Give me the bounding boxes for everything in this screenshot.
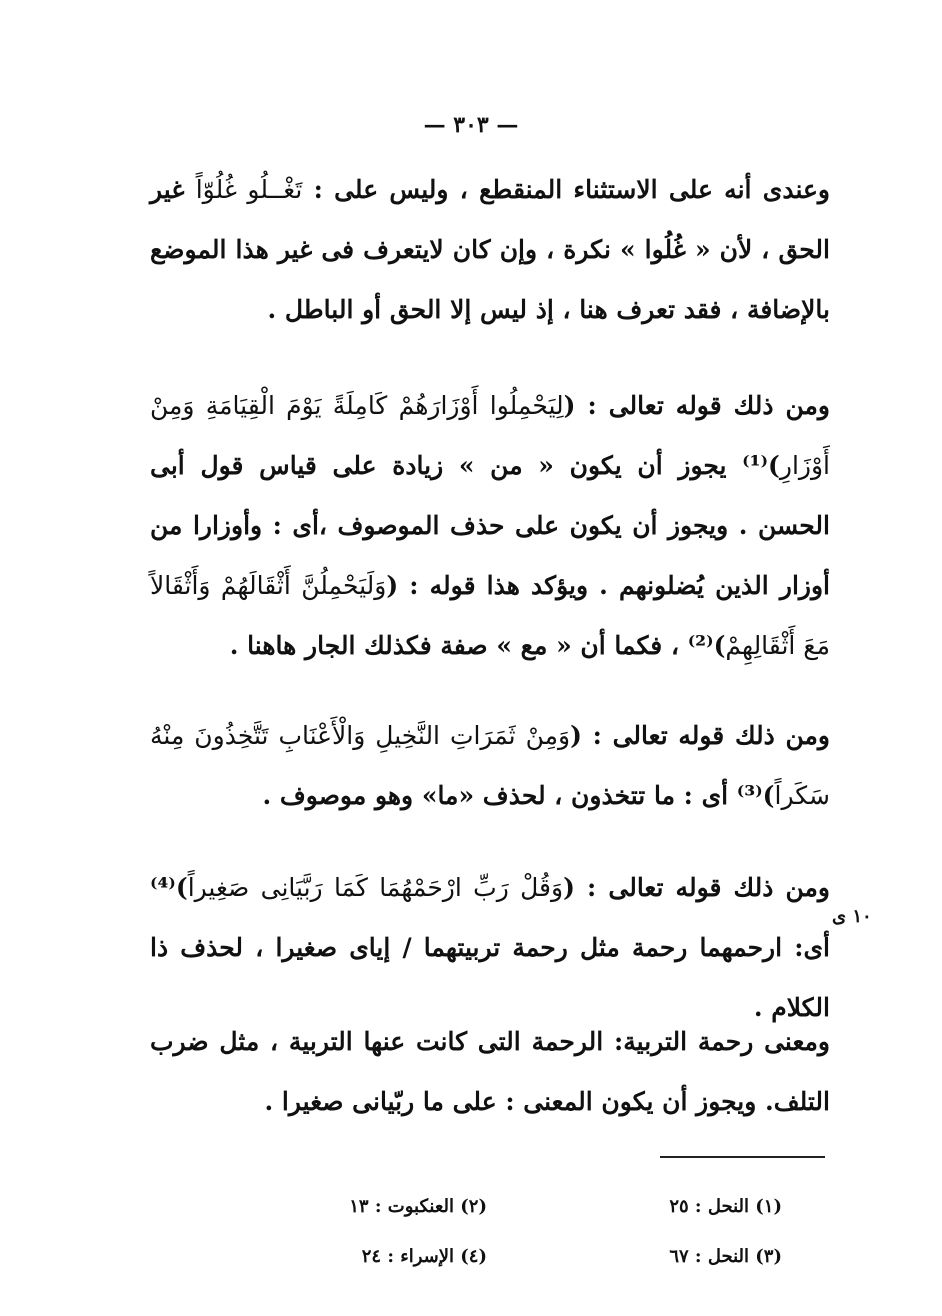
prose-segment: )⁽¹⁾ يجوز أن يكون « من » زيادة على قياس قول أبى الحسن . ويجوز أن يكون على حذف الموصوف ،أى : وأوزارا من أوزار الذين يُضلونهم . ويؤكد هذا قوله : (	[150, 451, 830, 600]
paragraph-text	[150, 1012, 830, 1132]
footnote-3: (٣) النحل : ٦٧	[669, 1246, 782, 1267]
footnote-2: (٢) العنكبوت : ١٣	[349, 1196, 487, 1217]
prose-segment: )⁽³⁾ أى : ما تتخذون ، لحذف «ما» وهو موصوف .	[262, 781, 775, 810]
prose-segment: ومن ذلك قوله تعالى : (	[570, 721, 830, 750]
footnote-4: (٤) الإسراء : ٢٤	[361, 1246, 487, 1267]
quran-verse: وَقُلْ رَبِّ ارْحَمْهُمَا كَمَا رَبَّيَانِى صَغِيراً	[187, 873, 564, 902]
paragraph-text	[150, 706, 830, 826]
prose-segment: ومن ذلك قوله تعالى : (	[563, 391, 830, 420]
paragraph-1	[150, 160, 830, 340]
quran-verse: تَغْــلُو غُلُوّاً	[195, 175, 303, 204]
paragraph-text	[150, 858, 830, 1038]
paragraph-3	[150, 706, 830, 826]
paragraph-5	[150, 1012, 830, 1132]
margin-folio-note: ١٠ ى	[832, 906, 872, 927]
quran-verse: لِيَحْمِلُوا أَوْزَارَهُمْ كَامِلَةً يَوْمَ الْقِيَامَةِ وَمِنْ أَوْزَارِ	[150, 391, 830, 480]
paragraph-2	[150, 376, 830, 676]
prose-segment: غير الحق ، لأن « غُلُوا » نكرة ، وإن كان لايتعرف فى غير هذا الموضع بالإضافة ، فقد تعرف هنا ، إذ ليس إلا الحق أو الباطل .	[150, 175, 830, 324]
page-number: — ٣٠٣ —	[423, 112, 519, 138]
paragraph-text	[150, 160, 830, 340]
quran-verse: وَمِنْ ثَمَرَاتِ النَّخِيلِ وَالْأَعْنَابِ تَتَّخِذُونَ مِنْهُ سَكَراً	[150, 721, 830, 810]
paragraph-text	[150, 376, 830, 676]
footnote-divider	[660, 1156, 825, 1158]
footnote-1: (١) النحل : ٢٥	[669, 1196, 782, 1217]
prose-segment: وعندى أنه على الاستثناء المنقطع ، وليس على :	[302, 175, 830, 204]
prose-segment: )⁽²⁾ ، فكما أن « مع » صفة فكذلك الجار هاهنا .	[229, 631, 726, 660]
quran-verse: وَلَيَحْمِلُنَّ أَثْقَالَهُمْ وَأَثْقَالاً مَعَ أَثْقَالِهِمْ	[150, 571, 830, 660]
prose-segment: )⁽⁴⁾ أى: ارحمهما رحمة مثل رحمة تربيتهما / إياى صغيرا ، لحذف ذا الكلام .	[150, 873, 830, 1022]
paragraph-4	[150, 858, 830, 1038]
prose-segment: ومعنى رحمة التربية: الرحمة التى كانت عنها التربية ، مثل ضرب التلف. ويجوز أن يكون المعنى : على ما ربّيانى صغيرا .	[150, 1027, 830, 1116]
prose-segment: ومن ذلك قوله تعالى : (	[563, 873, 830, 902]
